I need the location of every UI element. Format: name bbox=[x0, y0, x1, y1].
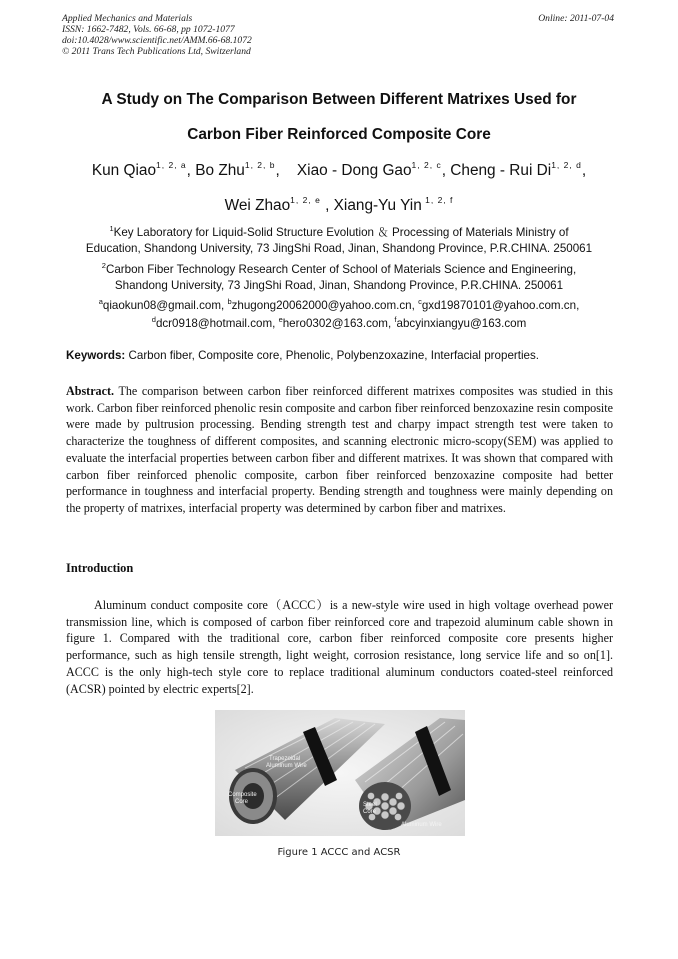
separator: , bbox=[581, 162, 587, 179]
introduction-paragraph: Aluminum conduct composite core（ACCC）is a new-style wire used in high voltage overhead power transmission line, which is composed of carbon fiber reinforced core and trapezoid aluminum cable shown in figure 1. Compared with the traditional core, carbon fiber reinforced composite core presents higher performance, such as high tensile strength, light weight, corrosion resistance, long service life and so on[1]. ACCC is the only high-tech style core to replace traditional aluminum conductors coated-steel reinforced (ACSR) pointed by electric experts[2]. bbox=[66, 598, 613, 696]
copyright-line: © 2011 Trans Tech Publications Ltd, Switzerland bbox=[62, 46, 251, 57]
affiliation-1-line-1 bbox=[40, 224, 638, 240]
author-name: Kun Qiao bbox=[91, 162, 157, 179]
email-list-line-1 bbox=[40, 297, 638, 312]
author-name: Cheng - Rui Di bbox=[450, 162, 552, 179]
issn-line: ISSN: 1662-7482, Vols. 66-68, pp 1072-1077 bbox=[62, 24, 235, 35]
author-name: Xiao - Dong Gao bbox=[296, 162, 412, 179]
email-mark: e bbox=[278, 315, 283, 324]
keywords-text: Carbon fiber, Composite core, Phenolic, Polybenzoxazine, Interfacial properties. bbox=[125, 349, 540, 362]
email-address[interactable]: dcr0918@hotmail.com bbox=[155, 317, 273, 330]
separator: , bbox=[411, 299, 419, 312]
separator: , bbox=[272, 317, 279, 330]
separator: , bbox=[441, 162, 451, 179]
abstract-label: Abstract. bbox=[66, 384, 115, 398]
author-name: Wei Zhao bbox=[224, 197, 291, 214]
author-list-line-2 bbox=[30, 195, 648, 215]
email-mark: d bbox=[151, 315, 156, 324]
email-address[interactable]: gxd19870101@yahoo.com.cn bbox=[421, 299, 577, 312]
email-address[interactable]: abcyinxiangyu@163.com bbox=[396, 317, 527, 330]
label-core-1: Core bbox=[235, 799, 249, 805]
email-mark: c bbox=[418, 297, 422, 306]
figure-accc-acsr bbox=[215, 710, 465, 836]
abstract-text: The comparison between carbon fiber reinforced different matrixes composites was studied in this work. Carbon fiber reinforced phenolic resin composite and carbon fiber reinforced benzoxazine resin composite were made by pultrusion processing. Bending strength test and charpy impact strength test were taken to characterize the toughness of different composites, and scanning electronic micro-scopy(SEM) was applied to evaluate the interfacial properties between carbon fiber and different matrixes. It was shown that compared with carbon fiber reinforced phenolic composite, carbon fiber reinforced benzoxazine composite had better performance in toughness and interfacial property. Bending strength and toughness were mainly depending on the property of matrixes, interfacial property was determined by carbon fiber and matrixes. bbox=[66, 384, 613, 515]
email-address[interactable]: hero0302@163.com bbox=[282, 317, 388, 330]
label-core-2: Core bbox=[363, 809, 377, 815]
author-name: Bo Zhu bbox=[195, 162, 245, 179]
keywords bbox=[66, 349, 626, 362]
label-steel: Steel bbox=[363, 802, 377, 808]
journal-header bbox=[62, 13, 382, 57]
doi-line: doi:10.4028/www.scientific.net/AMM.66-68.1072 bbox=[62, 35, 252, 46]
label-trapezoidal: Trapezoidal bbox=[269, 756, 301, 762]
email-list-line-2 bbox=[40, 315, 638, 330]
author-affiliation-mark: 1, 2, d bbox=[551, 160, 582, 170]
author-affiliation-mark: 1, 2, c bbox=[411, 160, 442, 170]
abstract bbox=[66, 383, 613, 517]
affiliation-1-line-2: Education, Shandong University, 73 JingShi Road, Jinan, Shandong Province, P.R.CHINA. 250061 bbox=[85, 242, 593, 255]
author-affiliation-mark: 1, 2, a bbox=[156, 160, 187, 170]
email-address[interactable]: zhugong20062000@yahoo.com.cn bbox=[231, 299, 412, 312]
author-affiliation-mark: 1, 2, f bbox=[421, 195, 454, 205]
email-mark: f bbox=[394, 315, 397, 324]
author-affiliation-mark: 1, 2, b bbox=[244, 160, 276, 170]
cable-photo bbox=[215, 710, 465, 836]
author-affiliation-mark: 1, 2, e bbox=[290, 195, 321, 205]
author-list-line-1 bbox=[30, 160, 648, 180]
section-heading-introduction: Introduction bbox=[66, 561, 134, 575]
separator: , bbox=[275, 162, 297, 179]
affiliation-2-line-1 bbox=[40, 261, 638, 276]
separator: , bbox=[387, 317, 395, 330]
separator: , bbox=[186, 162, 196, 179]
separator: , bbox=[320, 197, 334, 214]
email-mark: b bbox=[227, 297, 232, 306]
author-name: Xiang-Yu Yin bbox=[333, 197, 422, 214]
email-mark: a bbox=[98, 297, 103, 306]
paper-title-line-1: A Study on The Comparison Between Different Matrixes Used for bbox=[101, 91, 577, 108]
keywords-label: Keywords: bbox=[66, 349, 126, 362]
label-composite: Composite bbox=[228, 792, 257, 798]
email-address[interactable]: qiaokun08@gmail.com bbox=[102, 299, 221, 312]
paper-title-line-2: Carbon Fiber Reinforced Composite Core bbox=[187, 126, 491, 143]
label-aluminum-wire-2: Aluminum Wire bbox=[401, 822, 442, 828]
affiliation-mark: 1 bbox=[109, 224, 114, 233]
affiliation-2-line-2: Shandong University, 73 JingShi Road, Jinan, Shandong Province, P.R.CHINA. 250061 bbox=[114, 279, 564, 292]
affiliation-mark: 2 bbox=[101, 261, 106, 270]
affiliation-text: Carbon Fiber Technology Research Center of School of Materials Science and Engineering, bbox=[105, 263, 577, 276]
affiliation-text: Key Laboratory for Liquid-Solid Structure Evolution ＆ Processing of Materials Ministry of bbox=[113, 226, 569, 239]
label-aluminum-wire-1: Aluminum Wire bbox=[266, 763, 307, 769]
figure-caption: Figure 1 ACCC and ACSR bbox=[277, 847, 401, 858]
separator: , bbox=[576, 299, 580, 312]
separator: , bbox=[220, 299, 228, 312]
journal-name: Applied Mechanics and Materials bbox=[62, 13, 193, 24]
online-date: Online: 2011-07-04 bbox=[538, 13, 614, 24]
